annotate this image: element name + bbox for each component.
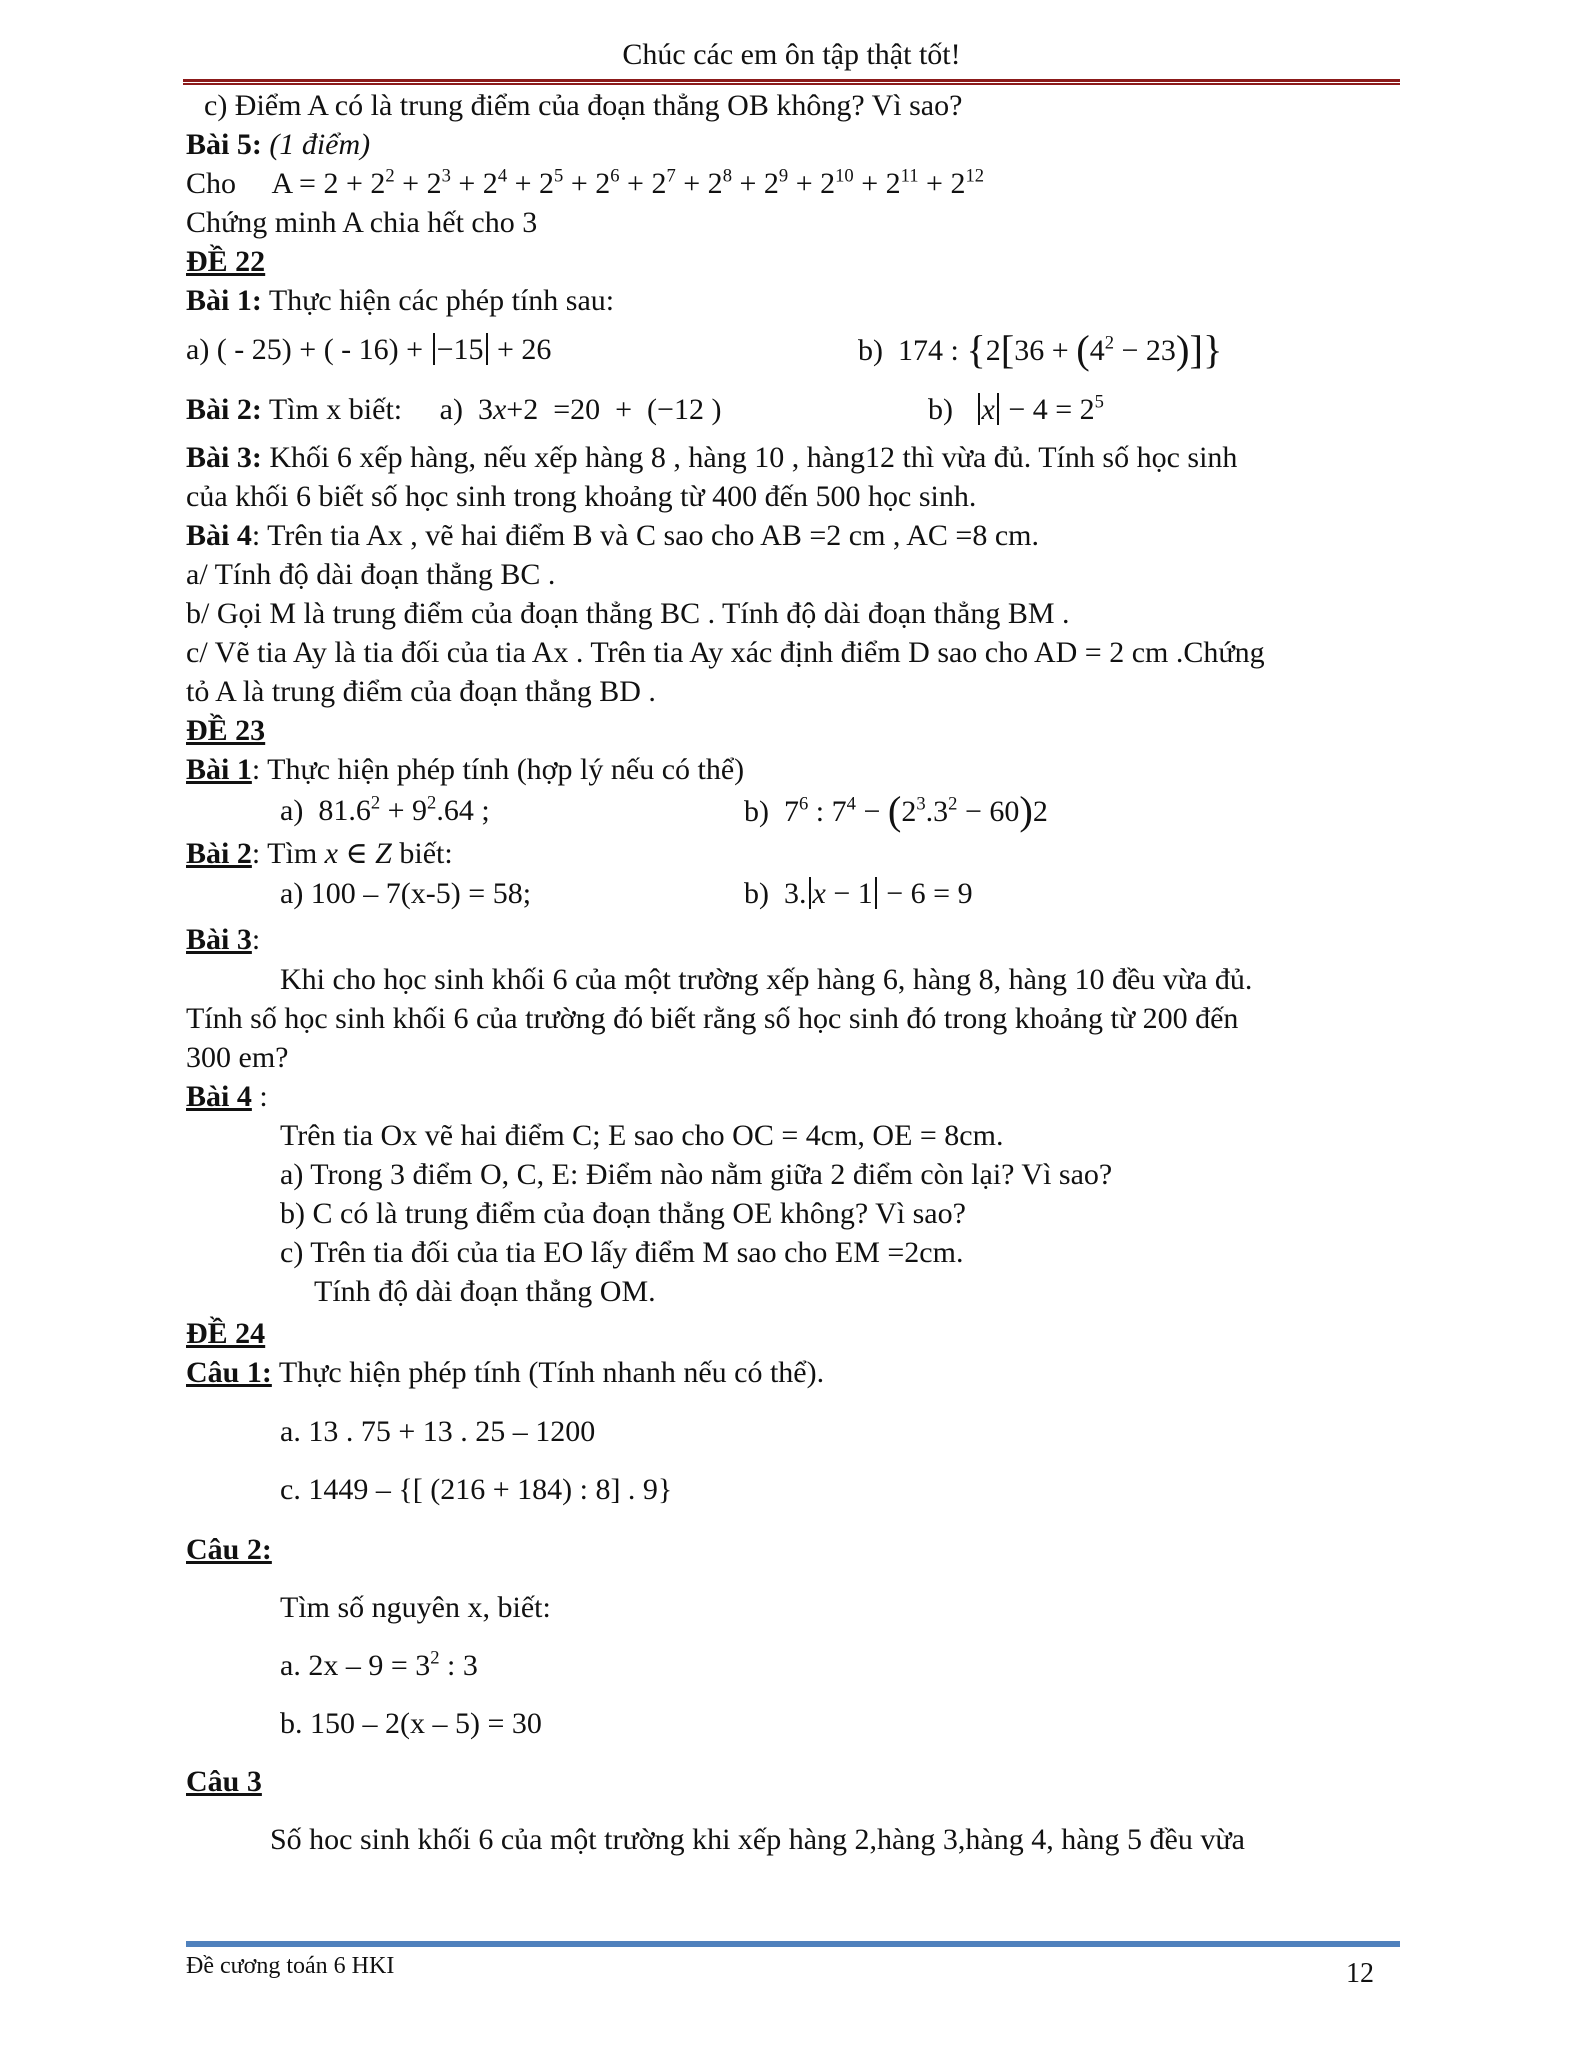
de23-bai1	[186, 752, 744, 788]
de22-bai1-b	[858, 327, 1223, 372]
question-c: c) Điểm A có là trung điểm của đoạn thẳng OB không? Vì sao?	[204, 89, 963, 122]
de24-title: ĐỀ 24	[186, 1317, 266, 1350]
de22-bai2-label: Bài 2:	[186, 393, 262, 426]
de22-bai4-label: Bài 4	[186, 519, 252, 552]
de23-bai1-text: : Thực hiện phép tính (hợp lý nếu có thể)	[251, 753, 745, 786]
de22-bai3-label: Bài 3:	[186, 441, 262, 474]
de24-cau2-label: Câu 2:	[186, 1533, 272, 1566]
de22-bai1-b-formula: 174 : $\{2[36 + (4^2 - 23)]\}$	[890, 327, 1223, 372]
de22-bai2	[186, 392, 721, 428]
de22-title: ĐỀ 22	[186, 245, 266, 278]
de22-bai3-text1: Khối 6 xếp hàng, nếu xếp hàng 8 , hàng 10 , hàng12 thì vừa đủ. Tính số học sinh	[269, 441, 1238, 474]
de22-bai4-a: a/ Tính độ dài đoạn thẳng BC .	[186, 558, 556, 591]
de23-bai3: Bài 3:	[186, 923, 261, 956]
bai5-heading	[186, 127, 370, 163]
de23-bai1-a	[280, 793, 490, 829]
de23-title: ĐỀ 23	[186, 714, 266, 747]
de23-bai4-l5: Tính độ dài đoạn thẳng OM.	[314, 1275, 656, 1308]
de22-bai1-label: Bài 1:	[186, 284, 262, 317]
header-rule	[183, 79, 1400, 85]
de22-bai2-b	[928, 392, 1104, 428]
de22-bai2-b-label: b)	[928, 393, 953, 426]
de23-bai2	[186, 836, 453, 872]
de24-cau2-a-pre: a. 2x – 9 = 3	[280, 1649, 431, 1682]
de24-cau1-label: Câu 1:	[186, 1356, 272, 1389]
de22-bai1-a-end: + 26	[497, 333, 552, 366]
de23-bai3-line3: 300 em?	[186, 1041, 289, 1074]
de23-bai3-line2: Tính số học sinh khối 6 của trường đó biết rằng số học sinh đó trong khoảng từ 200 đến	[186, 1002, 1239, 1035]
footer-rule	[186, 1941, 1400, 1947]
bai5-cho: Cho	[186, 167, 237, 200]
de24-cau3-text: Số hoc sinh khối 6 của một trường khi xếp hàng 2,hàng 3,hàng 4, hàng 5 đều vừa	[270, 1823, 1245, 1856]
de23-bai2-b	[744, 876, 973, 912]
de24-cau2-a-post: : 3	[447, 1649, 478, 1682]
de23-bai1-label: Bài 1	[186, 753, 252, 786]
de22-bai1-b-label: b)	[858, 333, 883, 367]
footer-title: Đề cương toán 6 HKI	[186, 1953, 395, 1979]
de22-bai2-a-label: a)	[439, 393, 463, 426]
de22-bai1-text: Thực hiện các phép tính sau:	[268, 284, 615, 317]
de23-bai4-l3: b) C có là trung điểm của đoạn thẳng OE không? Vì sao?	[280, 1197, 966, 1230]
de23-bai4-l4: c) Trên tia đối của tia EO lấy điểm M sao cho EM =2cm.	[280, 1236, 964, 1269]
de23-bai2-a: a) 100 – 7(x-5) = 58;	[280, 877, 532, 910]
de24-cau1-a: a. 13 . 75 + 13 . 25 – 1200	[280, 1415, 596, 1448]
de24-cau1	[186, 1355, 824, 1391]
de23-bai4-l1: Trên tia Ox vẽ hai điểm C; E sao cho OC = 4cm, OE = 8cm.	[280, 1119, 1004, 1152]
de24-cau2-text: Tìm số nguyên x, biết:	[280, 1591, 551, 1624]
de22-bai1-a-text: a) ( - 25) + ( - 16) +	[186, 333, 424, 366]
de23-bai2-b-label: b)	[744, 877, 769, 910]
de23-bai3-line1: Khi cho học sinh khối 6 của một trường xếp hàng 6, hàng 8, hàng 10 đều vừa đủ.	[280, 963, 1253, 996]
de23-bai2-text: : Tìm	[251, 837, 318, 870]
page-number: 12	[1346, 1958, 1374, 1989]
de22-bai4-text: : Trên tia Ax , vẽ hai điểm B và C sao cho AB =2 cm , AC =8 cm.	[251, 519, 1039, 552]
de22-bai3-line1	[186, 440, 1237, 476]
de23-bai2-set: x ∈ Z	[324, 837, 392, 870]
de23-bai2-label: Bài 2	[186, 837, 252, 870]
de24-cau3-label: Câu 3	[186, 1765, 262, 1798]
de23-bai2-b-formula: 3. x − 1 − 6 = 9	[776, 877, 973, 910]
bai5-prove: Chứng minh A chia hết cho 3	[186, 206, 538, 239]
de23-bai3-label: Bài 3	[186, 923, 252, 956]
de22-bai2-a-formula: 3x+2 =20 + (−12 )	[470, 393, 722, 426]
de22-bai4-b: b/ Gọi M là trung điểm của đoạn thẳng BC . Tính độ dài đoạn thẳng BM .	[186, 597, 1070, 630]
de24-cau1-c: c. 1449 – {[ (216 + 184) : 8] . 9}	[280, 1473, 673, 1506]
de23-bai1-b	[744, 788, 1048, 833]
de23-bai4-label: Bài 4	[186, 1080, 252, 1113]
de24-cau2-a: a. $2x - 9 = 3^2$ : 3	[280, 1647, 478, 1682]
page-header-title: Chúc các em ôn tập thật tốt!	[622, 38, 961, 71]
de22-bai2-text: Tìm x biết:	[268, 393, 403, 426]
de23-bai4-l2: a) Trong 3 điểm O, C, E: Điểm nào nằm giữa 2 điểm còn lại? Vì sao?	[280, 1158, 1113, 1191]
bai5-expression	[186, 166, 984, 202]
de24-cau1-text: Thực hiện phép tính (Tính nhanh nếu có thể).	[278, 1356, 825, 1389]
de22-bai4-c1: c/ Vẽ tia Ay là tia đối của tia Ax . Trên tia Ay xác định điểm D sao cho AD = 2 cm .Chứng	[186, 636, 1265, 669]
de22-bai1-a-abs: −15	[436, 333, 484, 366]
de23-bai1-a-label: a)	[280, 794, 304, 827]
de23-bai2-text2: biết:	[399, 837, 453, 870]
de22-bai3-line2: của khối 6 biết số học sinh trong khoảng từ 400 đến 500 học sinh.	[186, 480, 977, 513]
de24-cau2-b: b. 150 – 2(x – 5) = 30	[280, 1707, 542, 1740]
de22-bai1	[186, 283, 614, 319]
bai5-formula: $A = 2 + 2^2 + 2^3 + 2^4 + 2^5 + 2^6 + 2^7 + 2^8 + 2^9 + 2^{10} + 2^{11} + 2^{12}$	[271, 165, 985, 200]
bai5-label: Bài 5:	[186, 128, 262, 161]
de23-bai1-b-label: b)	[744, 794, 769, 828]
de22-bai4	[186, 518, 1039, 554]
de22-bai4-c2: tỏ A là trung điểm của đoạn thẳng BD .	[186, 675, 656, 708]
de23-bai4: Bài 4 :	[186, 1080, 268, 1113]
de23-bai1-b-formula: $7^6$ : $7^4 - (2^3.3^2 - 60)2$	[776, 788, 1048, 833]
de22-bai1-a	[186, 332, 551, 368]
de23-bai1-a-formula: $81.6^2 + 9^2.64$ ;	[310, 792, 490, 827]
bai5-points: (1 điểm)	[269, 128, 371, 161]
de22-bai2-b-formula: $x - 4 = 2^5$	[961, 393, 1104, 426]
